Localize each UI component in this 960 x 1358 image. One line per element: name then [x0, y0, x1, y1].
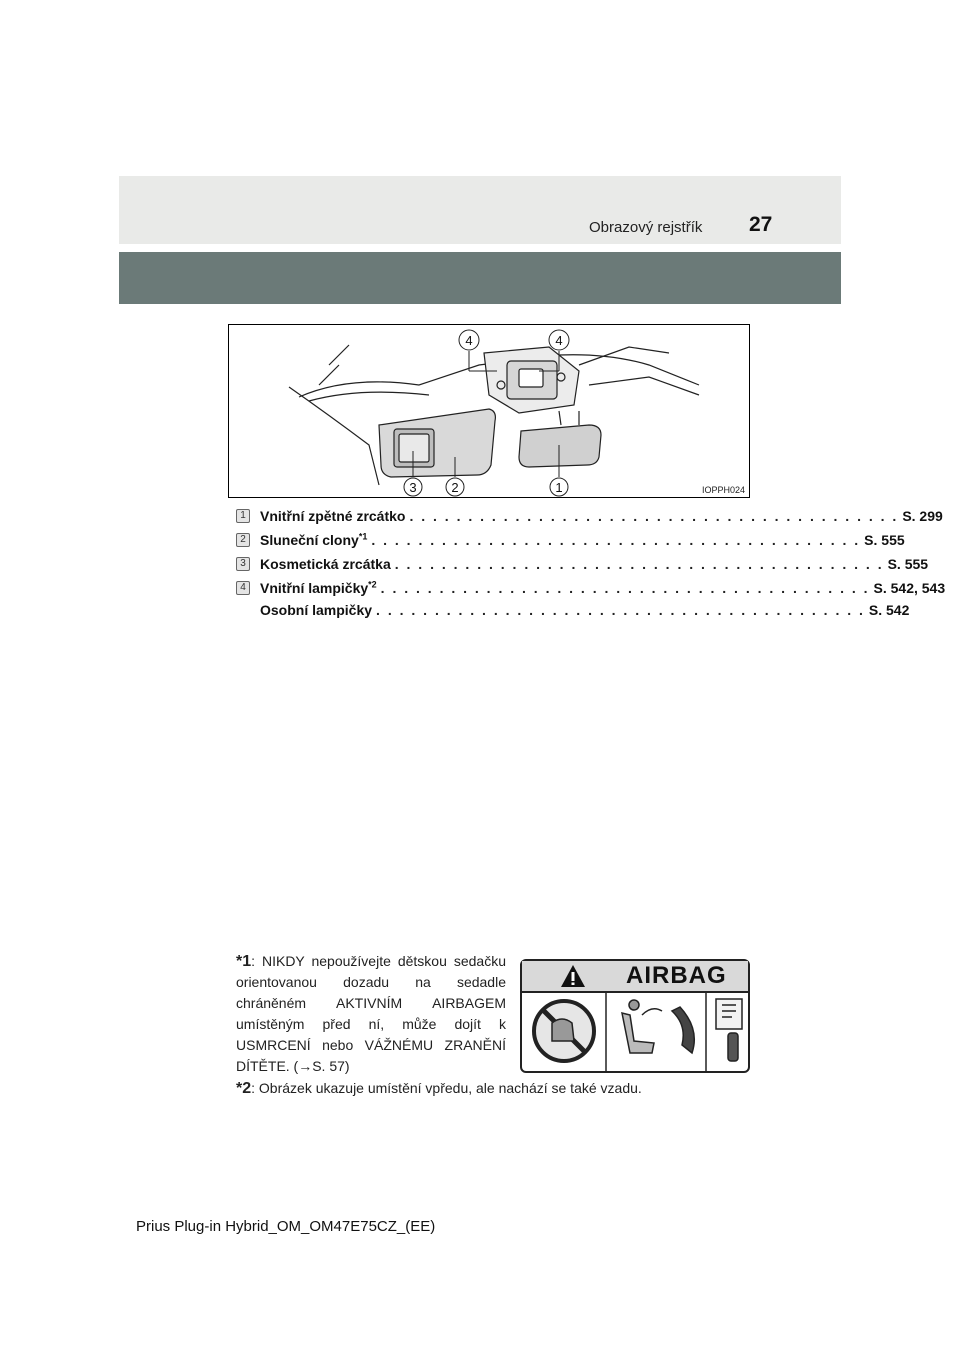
airbag-label-header: [522, 961, 748, 993]
item-list: [236, 508, 946, 618]
leader-dots: . . . . . . . . . . . . . . . . . . . . . . . . . . . . . . . . . . . . . . . . . .: [380, 580, 870, 596]
list-item: [260, 531, 905, 548]
page-ref-link[interactable]: S. 555: [864, 532, 905, 548]
callout-1: 1: [555, 480, 563, 495]
list-item: [260, 508, 943, 524]
leader-dots: . . . . . . . . . . . . . . . . . . . . . . . . . . . . . . . . . . . . . . . . . .: [409, 508, 899, 524]
footnote-text: : NIKDY nepoužívejte dětskou sedačku orientovanou dozadu na sedadle chráněném AKTIVNÍM AIRBAGEM umístěným před ní, může dojít k USMRCENÍ nebo VÁŽNÉMU ZRANĚNÍ DÍTĚTE. (→S. 57): [236, 953, 506, 1074]
list-item: [260, 579, 946, 596]
airbag-warning-label: [520, 959, 750, 1073]
ceiling-illustration: [229, 325, 749, 497]
callout-3: 3: [409, 480, 417, 495]
page-number: 27: [749, 213, 773, 236]
footnote-mark: *1: [358, 531, 368, 542]
item-label: Sluneční clony: [260, 532, 359, 548]
item-number: 3: [236, 557, 250, 571]
footnote-mark: *1: [236, 953, 252, 970]
item-label: Vnitřní zpětné zrcátko: [260, 508, 406, 524]
list-item: [260, 556, 929, 572]
airbag-pictograms: [522, 993, 748, 1071]
leader-dots: . . . . . . . . . . . . . . . . . . . . . . . . . . . . . . . . . . . . . . . . . .: [376, 602, 865, 618]
callout-2: 2: [451, 480, 459, 495]
page-ref-link[interactable]: S. 299: [902, 508, 943, 524]
item-label: Osobní lampičky: [260, 602, 373, 618]
section-title: Obrazový rejstřík: [589, 219, 703, 236]
footnote-text: : Obrázek ukazuje umístění vpředu, ale nachází se také vzadu.: [251, 1080, 642, 1096]
airbag-title: AIRBAG: [626, 962, 727, 989]
interior-ceiling-figure: [228, 324, 750, 498]
footnote-mark: *2: [236, 1080, 252, 1097]
footnote-mark: *2: [368, 579, 377, 590]
item-number: 2: [236, 533, 250, 547]
page-ref-link[interactable]: S. 555: [887, 556, 929, 572]
warning-triangle-icon: [558, 962, 588, 990]
page-ref-link[interactable]: S. 542: [868, 602, 910, 618]
item-label: Vnitřní lampičky: [260, 580, 369, 596]
callout-4a: 4: [465, 333, 473, 348]
footer-doc-id: Prius Plug-in Hybrid_OM_OM47E75CZ_(EE): [136, 1218, 436, 1235]
leader-dots: . . . . . . . . . . . . . . . . . . . . . . . . . . . . . . . . . . . . . . . . . .: [371, 532, 861, 548]
leader-dots: . . . . . . . . . . . . . . . . . . . . . . . . . . . . . . . . . . . . . . . . . .: [394, 556, 884, 572]
callout-4b: 4: [555, 333, 563, 348]
item-label: Kosmetická zrcátka: [260, 556, 391, 572]
figure-code: IOPPH024: [701, 485, 745, 495]
list-item: [260, 602, 910, 618]
item-number: 1: [236, 509, 250, 523]
header-band: [119, 252, 841, 304]
header-bar: [119, 176, 841, 244]
footnote-2: [236, 1078, 736, 1099]
page-ref-link[interactable]: S. 542, 543: [873, 580, 946, 596]
item-number: 4: [236, 581, 250, 595]
footnote-1: [236, 951, 506, 1077]
